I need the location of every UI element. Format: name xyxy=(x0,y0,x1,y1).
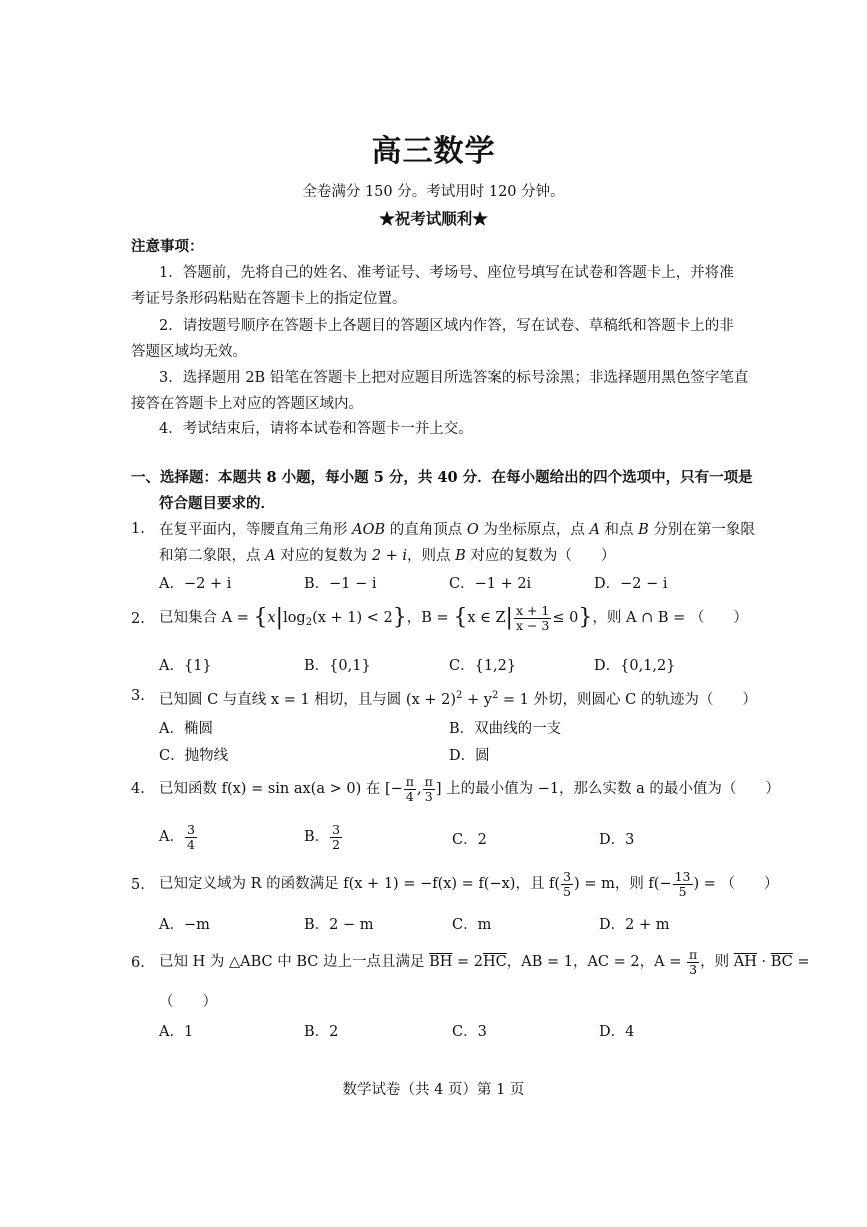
note-3-line2: 接答在答题卡上对应的答题区域内。 xyxy=(131,396,363,412)
q6-option-d[interactable]: D．4 xyxy=(599,1024,635,1040)
q6-number: 6. xyxy=(131,955,145,971)
q5-option-c[interactable]: C．m xyxy=(452,917,492,933)
page-title: 高三数学 xyxy=(371,134,496,169)
q2-option-b[interactable]: B．{0,1} xyxy=(304,658,371,674)
note-2-line2: 答题区域均无效。 xyxy=(131,344,247,360)
q6-option-b[interactable]: B．2 xyxy=(304,1024,339,1040)
q3-option-b[interactable]: B．双曲线的一支 xyxy=(449,721,562,737)
q4-option-d[interactable]: D．3 xyxy=(599,832,635,848)
q1-option-a[interactable]: A．−2 + i xyxy=(159,576,232,592)
q2-option-c[interactable]: C．{1,2} xyxy=(449,658,517,674)
q3-number: 3. xyxy=(131,688,145,704)
q4-option-b[interactable]: B． $\frac{3}{2}$ xyxy=(304,821,341,852)
q2-option-d[interactable]: D．{0,1,2} xyxy=(594,658,676,674)
q1-stem-line1: 在复平面内，等腰直角三角形 AOB 的直角顶点 O 为坐标原点，点 A 和点 B 分别在第一象限 xyxy=(159,522,755,538)
q4-option-c[interactable]: C．2 xyxy=(452,832,487,848)
q4-option-a[interactable]: A． $\frac{3}{4}$ xyxy=(159,821,195,852)
q4-stem: 已知函数 f(x) = sin ax(a > 0) 在 [− $\frac{\pi}{4}$ , $\frac{\pi}{3}$ ] 上的最小值为 −1，那么实数 a 的最小值为（ ） xyxy=(159,773,780,804)
note-1-line1: 1．答题前，先将自己的姓名、准考证号、考场号、座位号填写在试卷和答题卡上，并将准 xyxy=(159,265,734,281)
q6-answer-bracket: （ ） xyxy=(159,994,217,1010)
q1-option-d[interactable]: D．−2 − i xyxy=(594,576,668,592)
q5-option-d[interactable]: D．2 + m xyxy=(599,917,670,933)
notes-heading: 注意事项： xyxy=(131,238,204,255)
q2-fraction: $\frac{x + 1}{x - 3}$ xyxy=(515,602,550,633)
page-footer: 数学试卷（共 4 页）第 1 页 xyxy=(342,1082,525,1098)
q1-stem-line2: 和第二象限，点 A 对应的复数为 2 + i，则点 B 对应的复数为（ ） xyxy=(159,548,616,564)
q1-number: 1. xyxy=(131,521,145,537)
section-heading-line1: 一、选择题：本题共 8 小题，每小题 5 分，共 40 分．在每小题给出的四个选项中，只有一项是 xyxy=(131,469,753,486)
q1-option-c[interactable]: C．−1 + 2i xyxy=(449,576,532,592)
q2-option-a[interactable]: A．{1} xyxy=(159,658,212,674)
note-4-line1: 4．考试结束后，请将本试卷和答题卡一并上交。 xyxy=(159,421,473,437)
q4-number: 4. xyxy=(131,781,145,797)
q6-option-c[interactable]: C．3 xyxy=(452,1024,487,1040)
good-luck-banner: ★祝考试顺利★ xyxy=(379,209,488,228)
q5-option-a[interactable]: A．−m xyxy=(159,917,210,933)
q6-option-a[interactable]: A．1 xyxy=(159,1024,194,1040)
note-1-line2: 考证号条形码粘贴在答题卡上的指定位置。 xyxy=(131,291,407,307)
exam-info: 全卷满分 150 分。考试用时 120 分钟。 xyxy=(302,184,565,200)
section-heading-line2: 符合题目要求的． xyxy=(159,495,275,512)
q5-stem: 已知定义域为 R 的函数满足 f(x + 1) = −f(x) = f(−x)，且 f( $\frac{3}{5}$ ) = m，则 f(− $\frac{13}{5}$ ) = （ ） xyxy=(159,868,779,899)
q6-stem: 已知 H 为 △ABC 中 BC 边上一点且满足 $\overline{BH} = 2\overline{HC}$，AB = 1，AC = 2，A = $\frac{\pi}{3}$ ，则 $\overline{AH} \cdot \overline{BC}$ = xyxy=(159,946,810,977)
note-2-line1: 2．请按题号顺序在答题卡上各题目的答题区域内作答，写在试卷、草稿纸和答题卡上的非 xyxy=(159,318,734,334)
q1-option-b[interactable]: B．−1 − i xyxy=(304,576,377,592)
note-3-line1: 3．选择题用 2B 铅笔在答题卡上把对应题目所选答案的标号涂黑；非选择题用黑色签字笔直 xyxy=(159,370,749,386)
q3-option-d[interactable]: D．圆 xyxy=(449,748,490,764)
q3-stem: 已知圆 C 与直线 x = 1 相切，且与圆 $(x + 2)^2 + y^2 = 1$ 外切，则圆心 C 的轨迹为（ ） xyxy=(159,690,757,708)
q5-number: 5. xyxy=(131,877,145,893)
q2-stem: 已知集合 $A = \{x|\log_2(x + 1) < 2\}$，B = {x ∈ Z| $\frac{x + 1}{x - 3}$ ≤ 0}，则 A ∩ B = （ ） xyxy=(159,602,748,633)
q3-option-c[interactable]: C．抛物线 xyxy=(159,748,229,764)
q5-option-b[interactable]: B．2 − m xyxy=(304,917,374,933)
q3-option-a[interactable]: A．椭圆 xyxy=(159,721,213,737)
q2-number: 2. xyxy=(131,611,145,627)
